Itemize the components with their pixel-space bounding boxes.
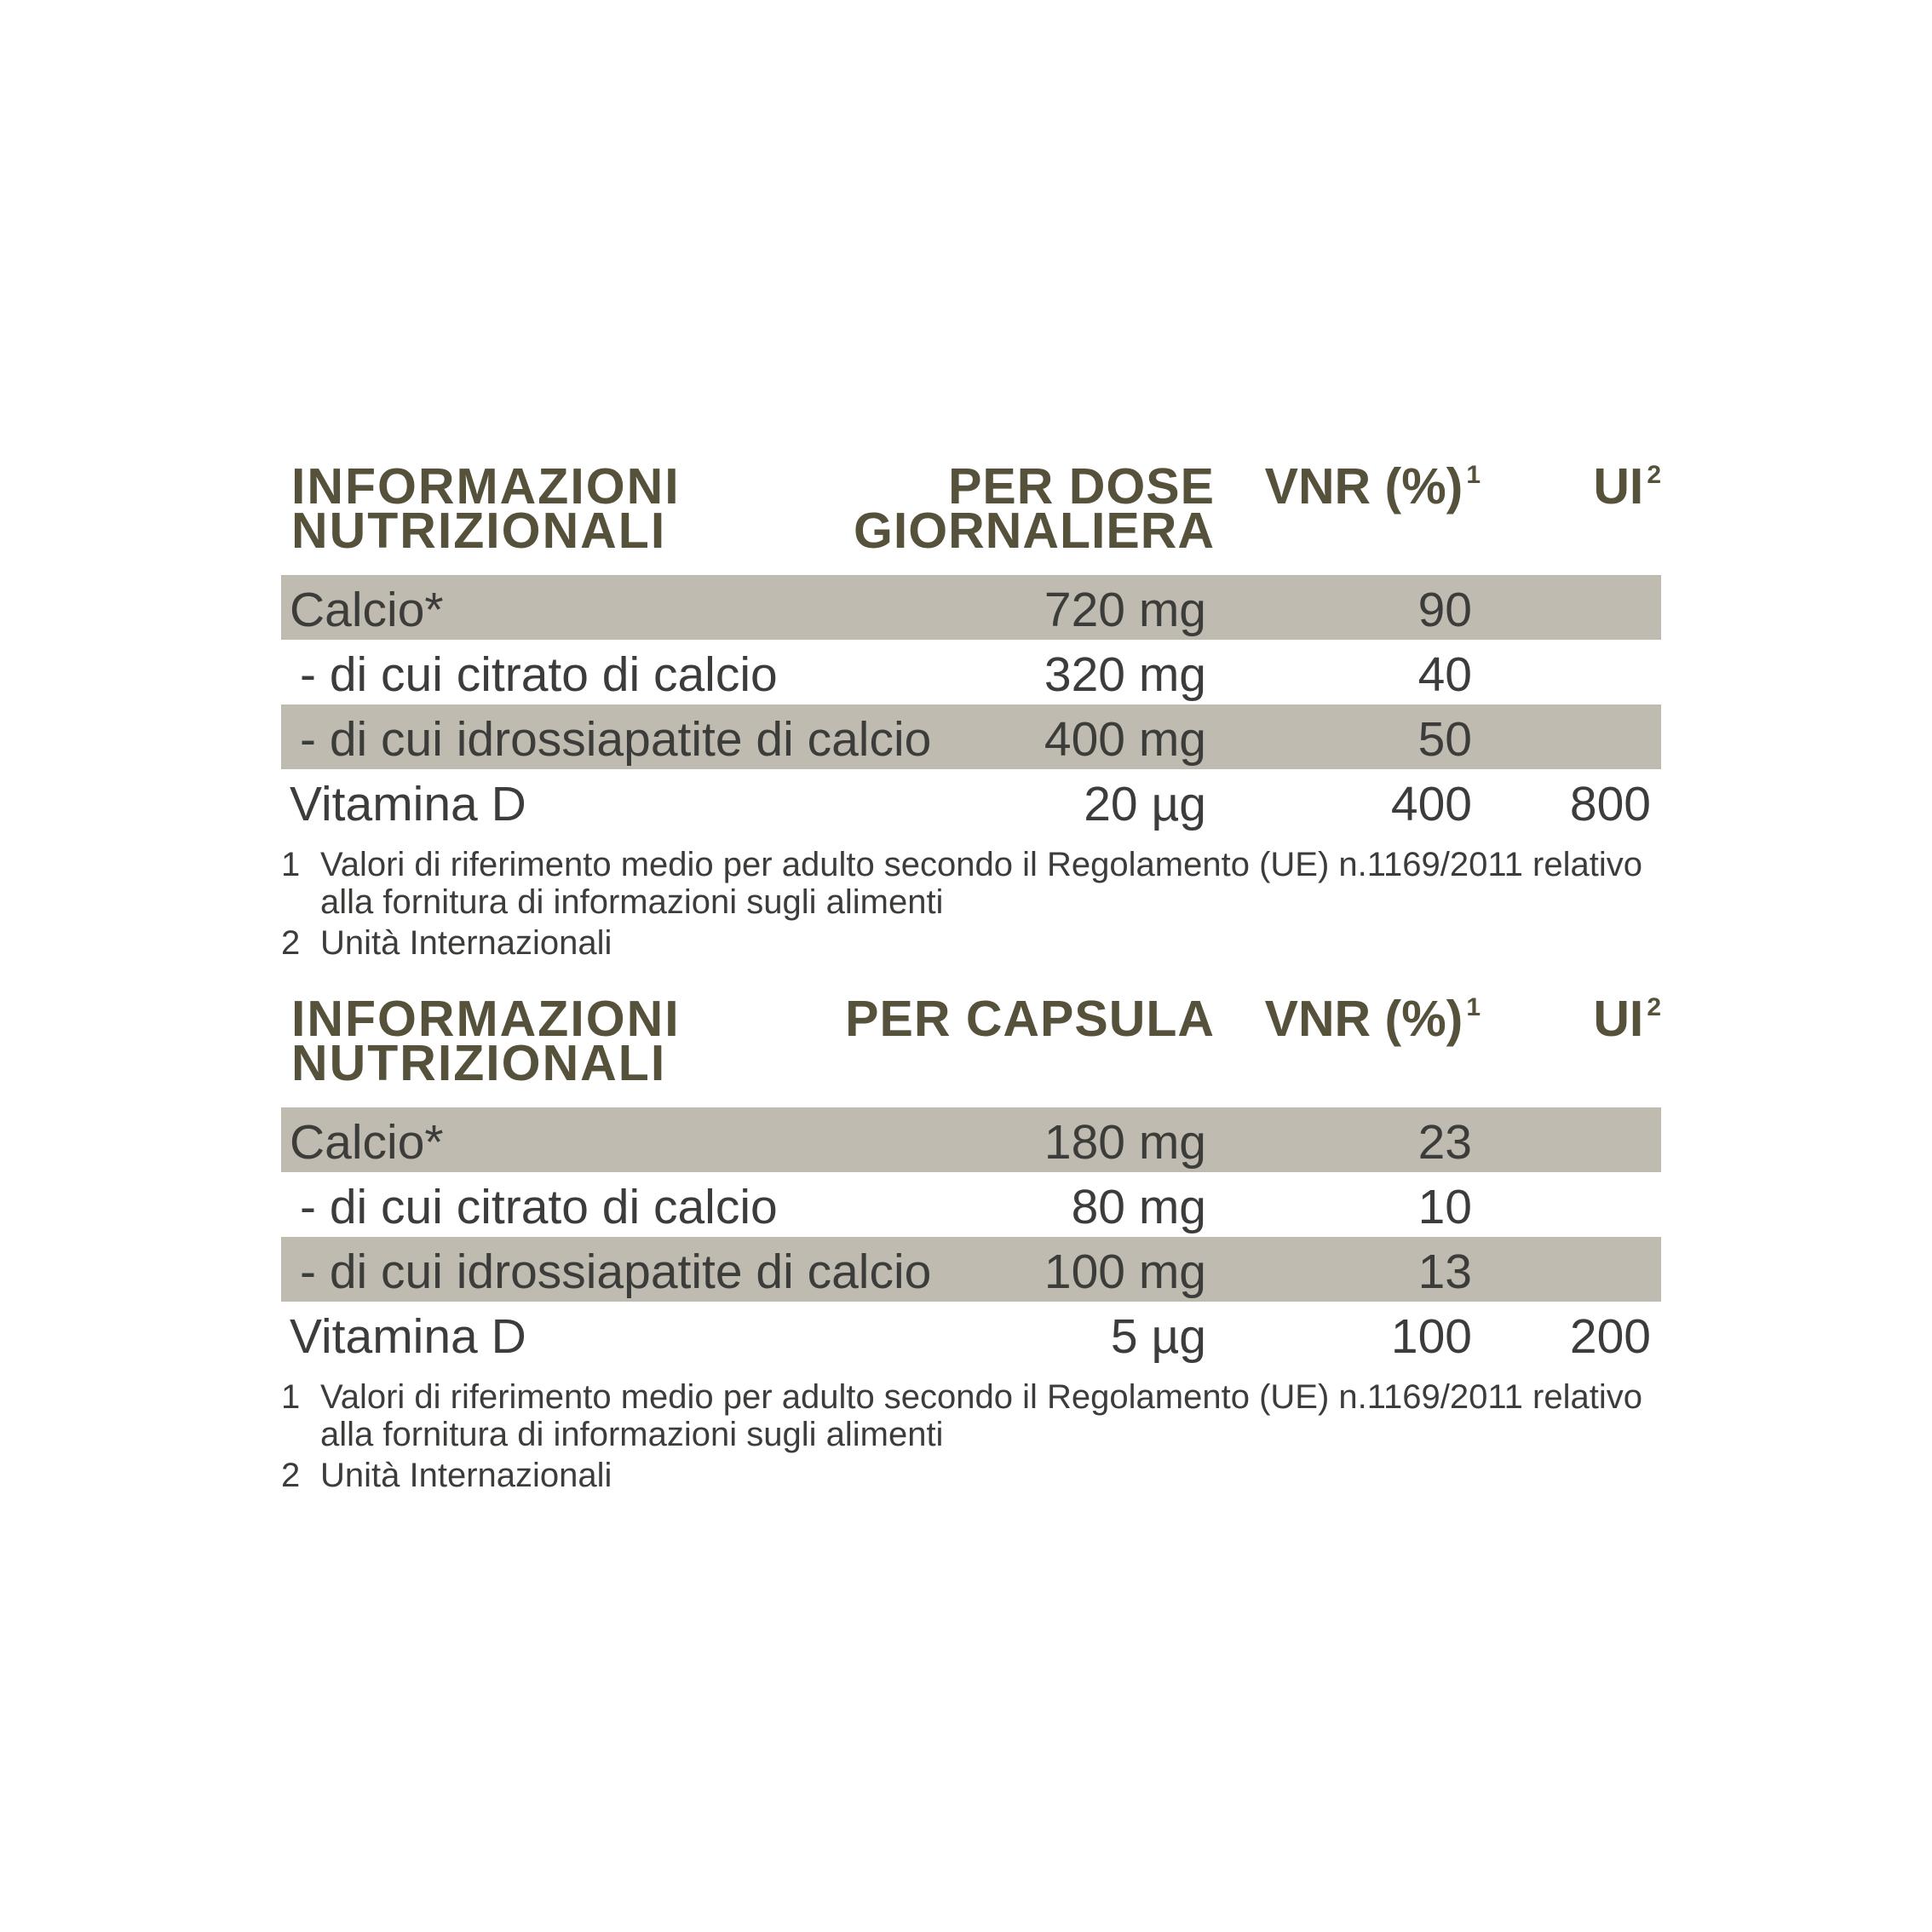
- table-row: [281, 1237, 1661, 1302]
- table-row: [281, 640, 1661, 704]
- nutrient-vnr: 100: [1390, 1309, 1472, 1364]
- nutrient-amount: 400 mg: [1044, 712, 1206, 767]
- footnotes: [281, 1378, 1661, 1494]
- nutrient-vnr: 50: [1417, 712, 1472, 767]
- header-ui-column: UI $^2$: [1593, 991, 1661, 1047]
- nutrient-vnr: 13: [1417, 1245, 1472, 1299]
- footnote: [281, 1457, 1661, 1494]
- footnote: [281, 846, 1661, 921]
- table-header: [281, 991, 1661, 1107]
- nutrient-ui: 800: [1569, 777, 1651, 831]
- table-row: [281, 575, 1661, 640]
- footnote: [281, 924, 1661, 962]
- nutrient-amount: 5 µg: [1110, 1309, 1206, 1364]
- footnote-text: Valori di riferimento medio per adulto secondo il Regolamento (UE) n.1169/2011 relativo alla fornitura di informazioni sugli alimenti: [320, 846, 1642, 921]
- header-title: INFORMAZIONI NUTRIZIONALI: [291, 991, 681, 1091]
- table-body: [281, 575, 1661, 834]
- table-row: [281, 769, 1661, 834]
- table-row: [281, 1107, 1661, 1172]
- table-header: [281, 458, 1661, 575]
- header-vnr-column: VNR (%) $^1$: [1264, 458, 1481, 515]
- table-body: [281, 1107, 1661, 1366]
- footnote-text: Valori di riferimento medio per adulto secondo il Regolamento (UE) n.1169/2011 relativo alla fornitura di informazioni sugli alimenti: [320, 1378, 1642, 1453]
- footnotes: [281, 846, 1661, 962]
- footnote-text: Unità Internazionali: [320, 924, 612, 962]
- nutrient-vnr: 400: [1390, 777, 1472, 831]
- header-title: INFORMAZIONI NUTRIZIONALI: [291, 458, 681, 559]
- header-amount-column: PER DOSE GIORNALIERA: [854, 458, 1215, 559]
- header-amount-column: PER CAPSULA: [845, 991, 1215, 1047]
- nutrient-amount: 180 mg: [1044, 1115, 1206, 1170]
- nutrient-name: - di cui citrato di calcio: [300, 647, 778, 702]
- footnote-text: Unità Internazionali: [320, 1457, 612, 1494]
- nutrient-name: - di cui citrato di calcio: [300, 1180, 778, 1234]
- nutrient-vnr: 10: [1417, 1180, 1472, 1234]
- nutrient-amount: 80 mg: [1071, 1180, 1206, 1234]
- header-ui-column: UI $^2$: [1593, 458, 1661, 515]
- nutrient-amount: 20 µg: [1084, 777, 1206, 831]
- nutrient-name: Calcio*: [290, 583, 444, 637]
- header-vnr-column: VNR (%) $^1$: [1264, 991, 1481, 1047]
- nutrient-name: Vitamina D: [290, 777, 526, 831]
- nutrient-amount: 320 mg: [1044, 647, 1206, 702]
- footnote-number: 1: [281, 1378, 301, 1416]
- footnote: [281, 1378, 1661, 1453]
- footnote-number: 1: [281, 846, 301, 883]
- nutrition-table-per-capsule: [281, 991, 1661, 1494]
- nutrient-vnr: 40: [1417, 647, 1472, 702]
- nutrient-name: Calcio*: [290, 1115, 444, 1170]
- nutrient-ui: 200: [1569, 1309, 1651, 1364]
- table-row: [281, 1302, 1661, 1366]
- nutrient-vnr: 23: [1417, 1115, 1472, 1170]
- nutrient-name: - di cui idrossiapatite di calcio: [300, 712, 932, 767]
- footnote-number: 2: [281, 924, 301, 962]
- nutrient-amount: 100 mg: [1044, 1245, 1206, 1299]
- nutrition-table-daily-dose: [281, 458, 1661, 962]
- nutrient-amount: 720 mg: [1044, 583, 1206, 637]
- nutrient-name: Vitamina D: [290, 1309, 526, 1364]
- nutrient-vnr: 90: [1417, 583, 1472, 637]
- table-row: [281, 704, 1661, 769]
- footnote-number: 2: [281, 1457, 301, 1494]
- nutrient-name: - di cui idrossiapatite di calcio: [300, 1245, 932, 1299]
- table-row: [281, 1172, 1661, 1237]
